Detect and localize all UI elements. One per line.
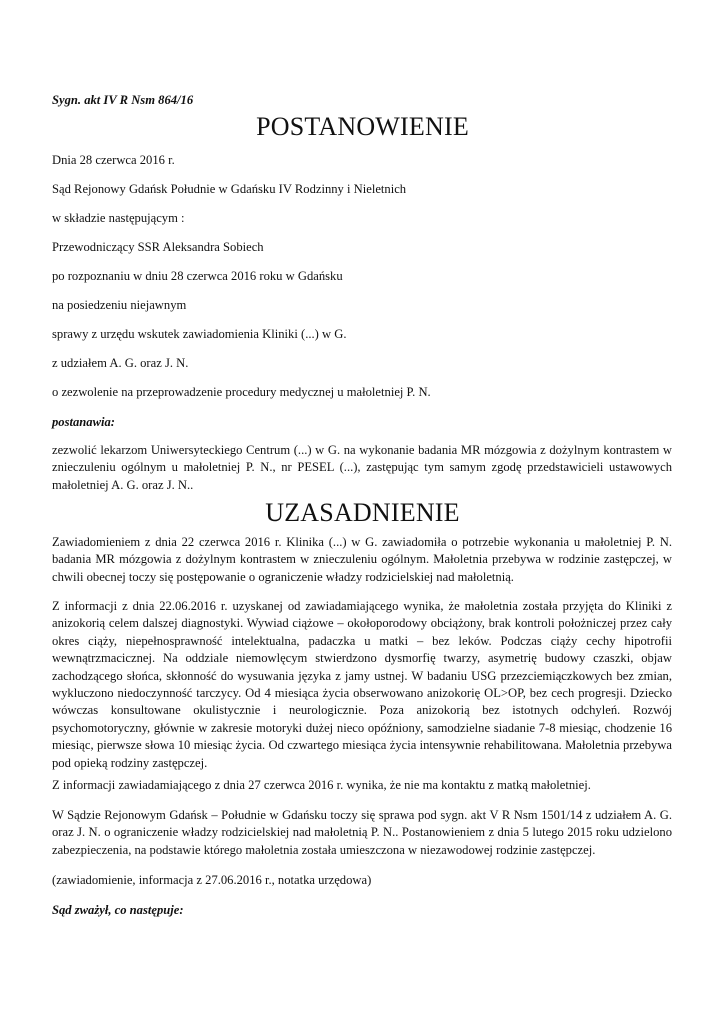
- court-considered-heading: Sąd zważył, co następuje:: [52, 903, 184, 917]
- justification-paragraph-3: Z informacji zawiadamiającego z dnia 27 czerwca 2016 r. wynika, że nie ma kontaktu z matką małoletniej.: [52, 778, 591, 792]
- justification-title: UZASADNIENIE: [265, 498, 460, 527]
- case-signature: Sygn. akt IV R Nsm 864/16: [52, 93, 194, 107]
- hearing-line: po rozpoznaniu w dniu 28 czerwca 2016 roku w Gdańsku: [52, 269, 343, 283]
- ruling-heading: postanawia:: [52, 415, 115, 429]
- justification-paragraph-5: (zawiadomienie, informacja z 27.06.2016 r., notatka urzędowa): [52, 873, 372, 887]
- date-line: Dnia 28 czerwca 2016 r.: [52, 153, 175, 167]
- justification-paragraph-1: Zawiadomieniem z dnia 22 czerwca 2016 r. Klinika (...) w G. zawiadomiła o potrzebie wykonania u małoletniej P. N. badania MR mózgowia z dożylnym kontrastem w znieczuleniu ogólnym. Małoletnia przebywa w rodzinie zastępczej, w chwili obecnej toczy się postępowanie o ograniczenie władzy rodzicielskiej nad małoletnią.: [52, 535, 672, 584]
- court-line: Sąd Rejonowy Gdańsk Południe w Gdańsku IV Rodzinny i Nieletnich: [52, 182, 407, 196]
- case-line: sprawy z urzędu wskutek zawiadomienia Kliniki (...) w G.: [52, 327, 347, 341]
- participants-line: z udziałem A. G. oraz J. N.: [52, 356, 189, 370]
- justification-paragraph-2: Z informacji z dnia 22.06.2016 r. uzyskanej od zawiadamiającego wynika, że małoletnia została przyjęta do Kliniki z anizokorią celem dalszej diagnostyki. Wywiad ciążowe – okołoporodowy obciążony, brak kontroli położniczej przez cały okres ciąży, niepełnosprawność intelektualna, padaczka u matki – bez leków. Podczas ciąży cechy hipotrofii wewnątrzmacicznej. Na oddziale niemowlęcym stwierdzono dysmorfię twarzy, asymetrię budowy czaszki, objaw zachodzącego słońca, skłonność do wysuwania języka z jamy ustnej. W badaniu USG przezciemiączkowych bez zmian, wykluczono niedoczynność tarczycy. Od 4 miesiąca życia obserwowano anizokorię OL>OP, bez cech progresji. Dziecko wówczas konsultowane okulistycznie i neurologicznie. Poza anizokorią bez istotnych odchyleń. Rozwój psychomotoryczny, głównie w zakresie motoryki dużej nieco opóźniony, samodzielne siadanie 7-8 miesiąc, chodzenie 16 miesiąc, pierwsze słowa 10 miesiąc życia. Od czwartego miesiąca życia intensywnie rehabilitowana. Małoletnia przebywa pod opieką rodziny zastępczej.: [52, 599, 672, 770]
- justification-paragraph-4: W Sądzie Rejonowym Gdańsk – Południe w Gdańsku toczy się sprawa pod sygn. akt V R Nsm 1501/14 z udziałem A. G. oraz J. N. o ograniczenie władzy rodzicielskiej nad małoletnią P. N.. Postanowieniem z dnia 5 lutego 2015 roku udzielono zabezpieczenia, na podstawie którego małoletnia została umieszczona w niezawodowej rodzinie zastępczej.: [52, 808, 672, 857]
- session-line: na posiedzeniu niejawnym: [52, 298, 187, 312]
- document-title: POSTANOWIENIE: [256, 112, 469, 141]
- presiding-judge-line: Przewodniczący SSR Aleksandra Sobiech: [52, 240, 264, 254]
- subject-line: o zezwolenie na przeprowadzenie procedury medycznej u małoletniej P. N.: [52, 385, 431, 399]
- composition-line: w składzie następującym :: [52, 211, 185, 225]
- ruling-text: zezwolić lekarzom Uniwersyteckiego Centrum (...) w G. na wykonanie badania MR mózgowia z dożylnym kontrastem w znieczuleniu ogólnym u małoletniej P. N., nr PESEL (...), zastępując tym samym zgodę przedstawicieli ustawowych małoletniej A. G. oraz J. N..: [52, 443, 672, 492]
